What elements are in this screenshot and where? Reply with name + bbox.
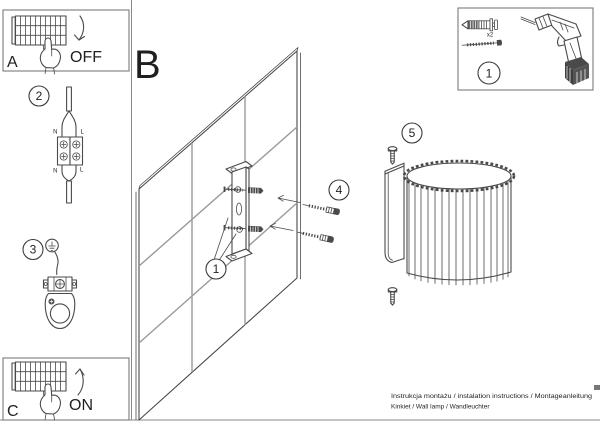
terminal-block-icon	[58, 137, 83, 165]
cable-top-icon	[67, 87, 72, 111]
wire-n-top-label: N	[53, 129, 58, 136]
breaker-panel-icon	[12, 362, 66, 395]
svg-text:3: 3	[29, 242, 37, 257]
screw-anchor-icon	[296, 229, 334, 243]
wall-plug-icon	[462, 19, 498, 31]
panel-a-label: A	[7, 54, 18, 71]
bracket-terminal-icon	[44, 277, 77, 291]
kit-box	[458, 8, 593, 90]
panel-c-box	[3, 358, 129, 420]
svg-text:2: 2	[35, 89, 43, 103]
lamp-shade	[404, 161, 514, 285]
page-edge-mark	[594, 385, 600, 390]
wall-plate-icon	[45, 294, 75, 329]
wire-l-bottom-label: L	[80, 167, 84, 174]
arrow-up-icon	[76, 369, 85, 395]
cable-bottom-icon	[67, 181, 72, 203]
svg-text:1: 1	[485, 66, 493, 81]
ground-connection	[23, 239, 77, 328]
on-label: ON	[69, 397, 93, 414]
footer-title-line: Instrukcja montażu / instalation instructions / Montageanleitung	[391, 393, 593, 400]
wire-n-bottom-label: N	[53, 168, 58, 175]
svg-text:1: 1	[212, 262, 220, 276]
screw-icon	[388, 288, 396, 306]
drill-icon	[521, 14, 589, 85]
plug-qty-label: x2	[486, 32, 494, 39]
panel-a-box	[3, 10, 129, 74]
footer-product-line: Kinkiet / Wall lamp / Wandleuchter	[391, 403, 490, 411]
screw-icon	[388, 147, 396, 165]
lamp-backplate	[385, 163, 404, 262]
section-b-label: B	[134, 43, 161, 87]
ground-symbol-icon	[46, 239, 59, 252]
screw-anchor-icon	[302, 201, 340, 215]
ground-wire	[55, 252, 59, 275]
off-label: OFF	[70, 49, 102, 66]
svg-text:5: 5	[408, 126, 416, 140]
breaker-panel-icon	[12, 16, 66, 49]
panel-c-label: C	[7, 403, 19, 420]
wire-l-top-label: L	[80, 129, 84, 136]
long-screw-icon	[462, 39, 502, 48]
svg-text:4: 4	[335, 183, 343, 197]
wall-grid	[136, 48, 301, 421]
wiring-diagram	[29, 86, 85, 203]
arrow-down-icon	[75, 16, 85, 40]
